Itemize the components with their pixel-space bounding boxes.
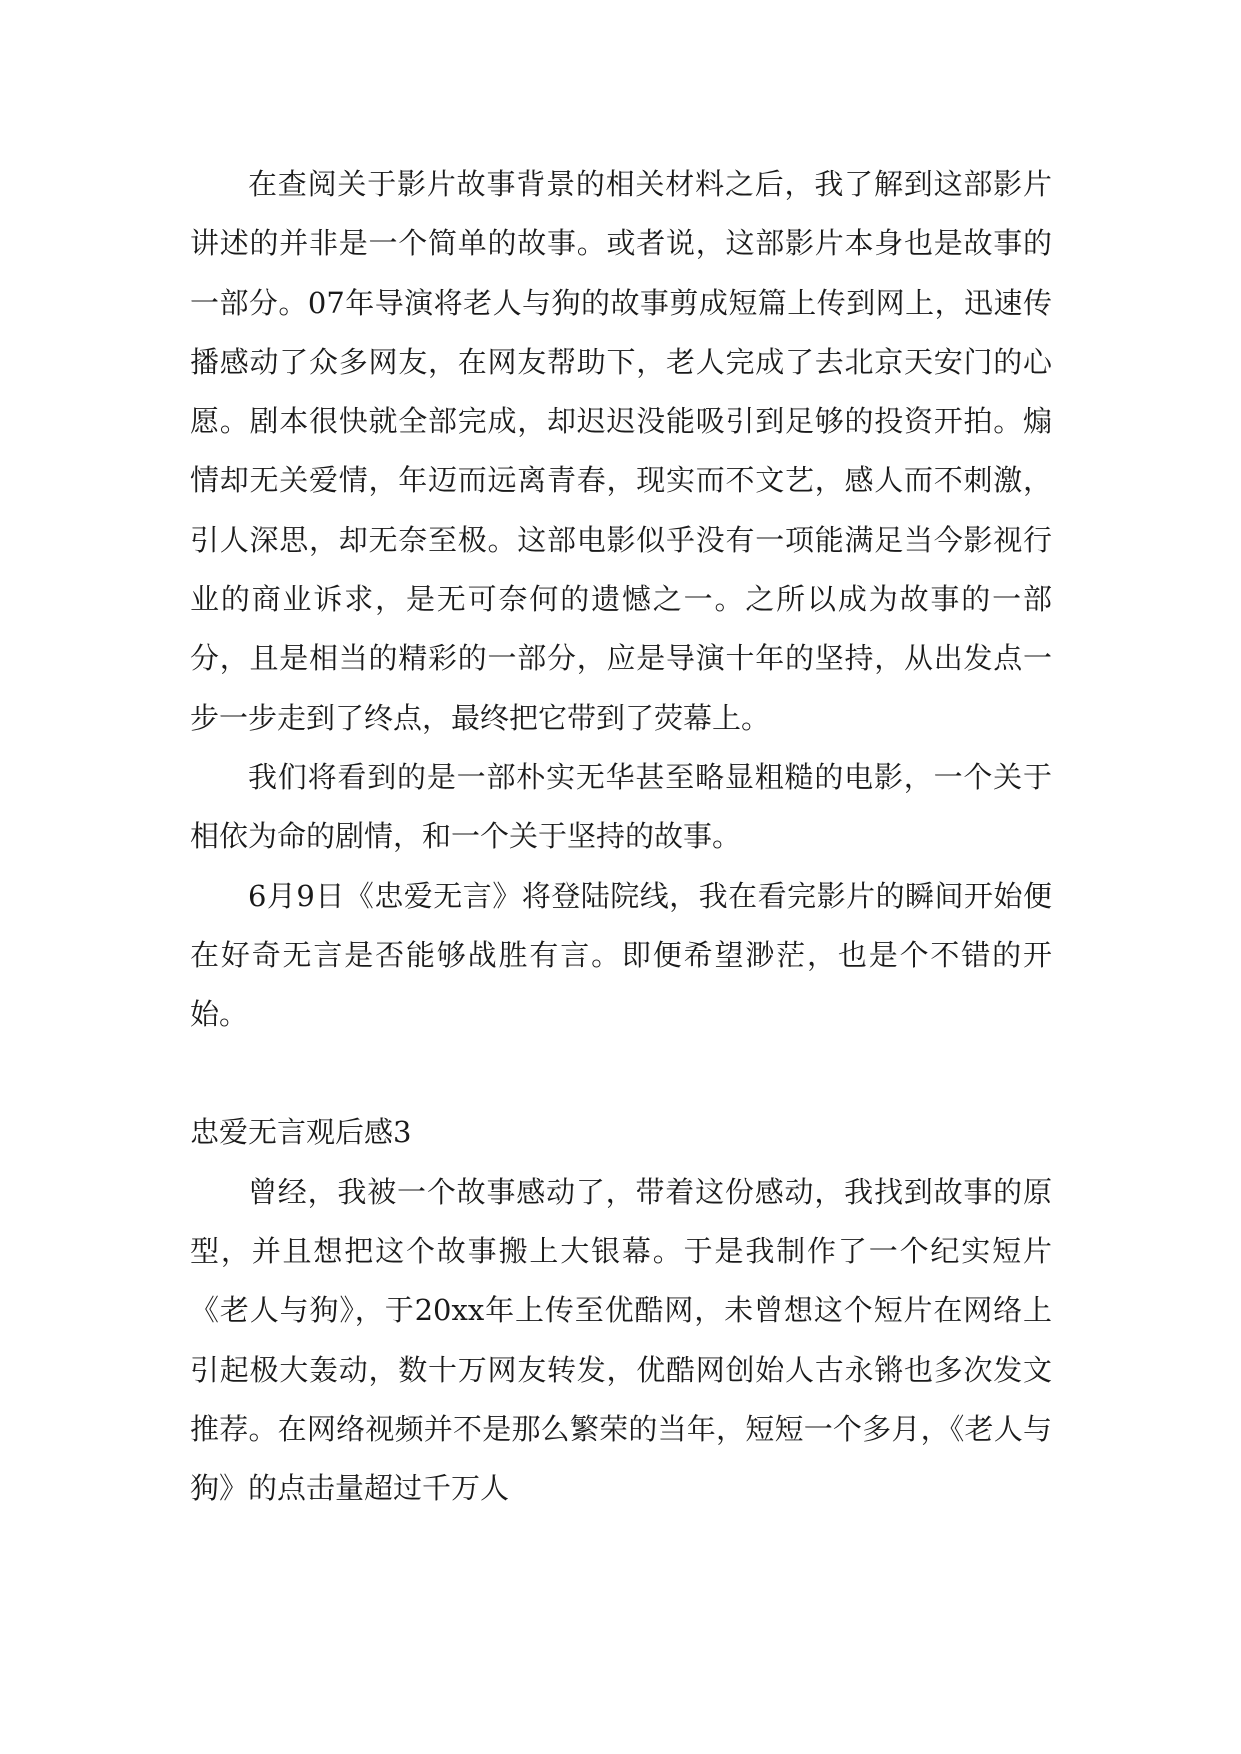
section-heading: 忠爱无言观后感3: [190, 1115, 412, 1150]
paragraph-film-description: 我们将看到的是一部朴实无华甚至略显粗糙的电影，一个关于相依为命的剧情，和一个关于坚持的故事。: [190, 759, 1052, 854]
paragraph-release-date: 6月9日《忠爱无言》将登陆院线，我在看完影片的瞬间开始便在好奇无言是否能够战胜有言。即便希望渺茫，也是个不错的开始。: [190, 878, 1052, 1032]
paragraph-short-film-origin: 曾经，我被一个故事感动了，带着这份感动，我找到故事的原型，并且想把这个故事搬上大银幕。于是我制作了一个纪实短片《老人与狗》，于20xx年上传至优酷网，未曾想这个短片在网络上引起极大轰动，数十万网友转发，优酷网创始人古永锵也多次发文推荐。在网络视频并不是那么繁荣的当年，短短一个多月，《老人与狗》的点击量超过千万人: [190, 1174, 1052, 1506]
document-body: [190, 155, 1052, 1519]
paragraph-background-research: 在查阅关于影片故事背景的相关材料之后，我了解到这部影片讲述的并非是一个简单的故事。或者说，这部影片本身也是故事的一部分。07年导演将老人与狗的故事剪成短篇上传到网上，迅速传播感动了众多网友，在网友帮助下，老人完成了去北京天安门的心愿。剧本很快就全部完成，却迟迟没能吸引到足够的投资开拍。煽情却无关爱情，年迈而远离青春，现实而不文艺，感人而不刺激，引人深思，却无奈至极。这部电影似乎没有一项能满足当今影视行业的商业诉求，是无可奈何的遗憾之一。之所以成为故事的一部分，且是相当的精彩的一部分，应是导演十年的坚持，从出发点一步一步走到了终点，最终把它带到了荧幕上。: [190, 167, 1052, 735]
